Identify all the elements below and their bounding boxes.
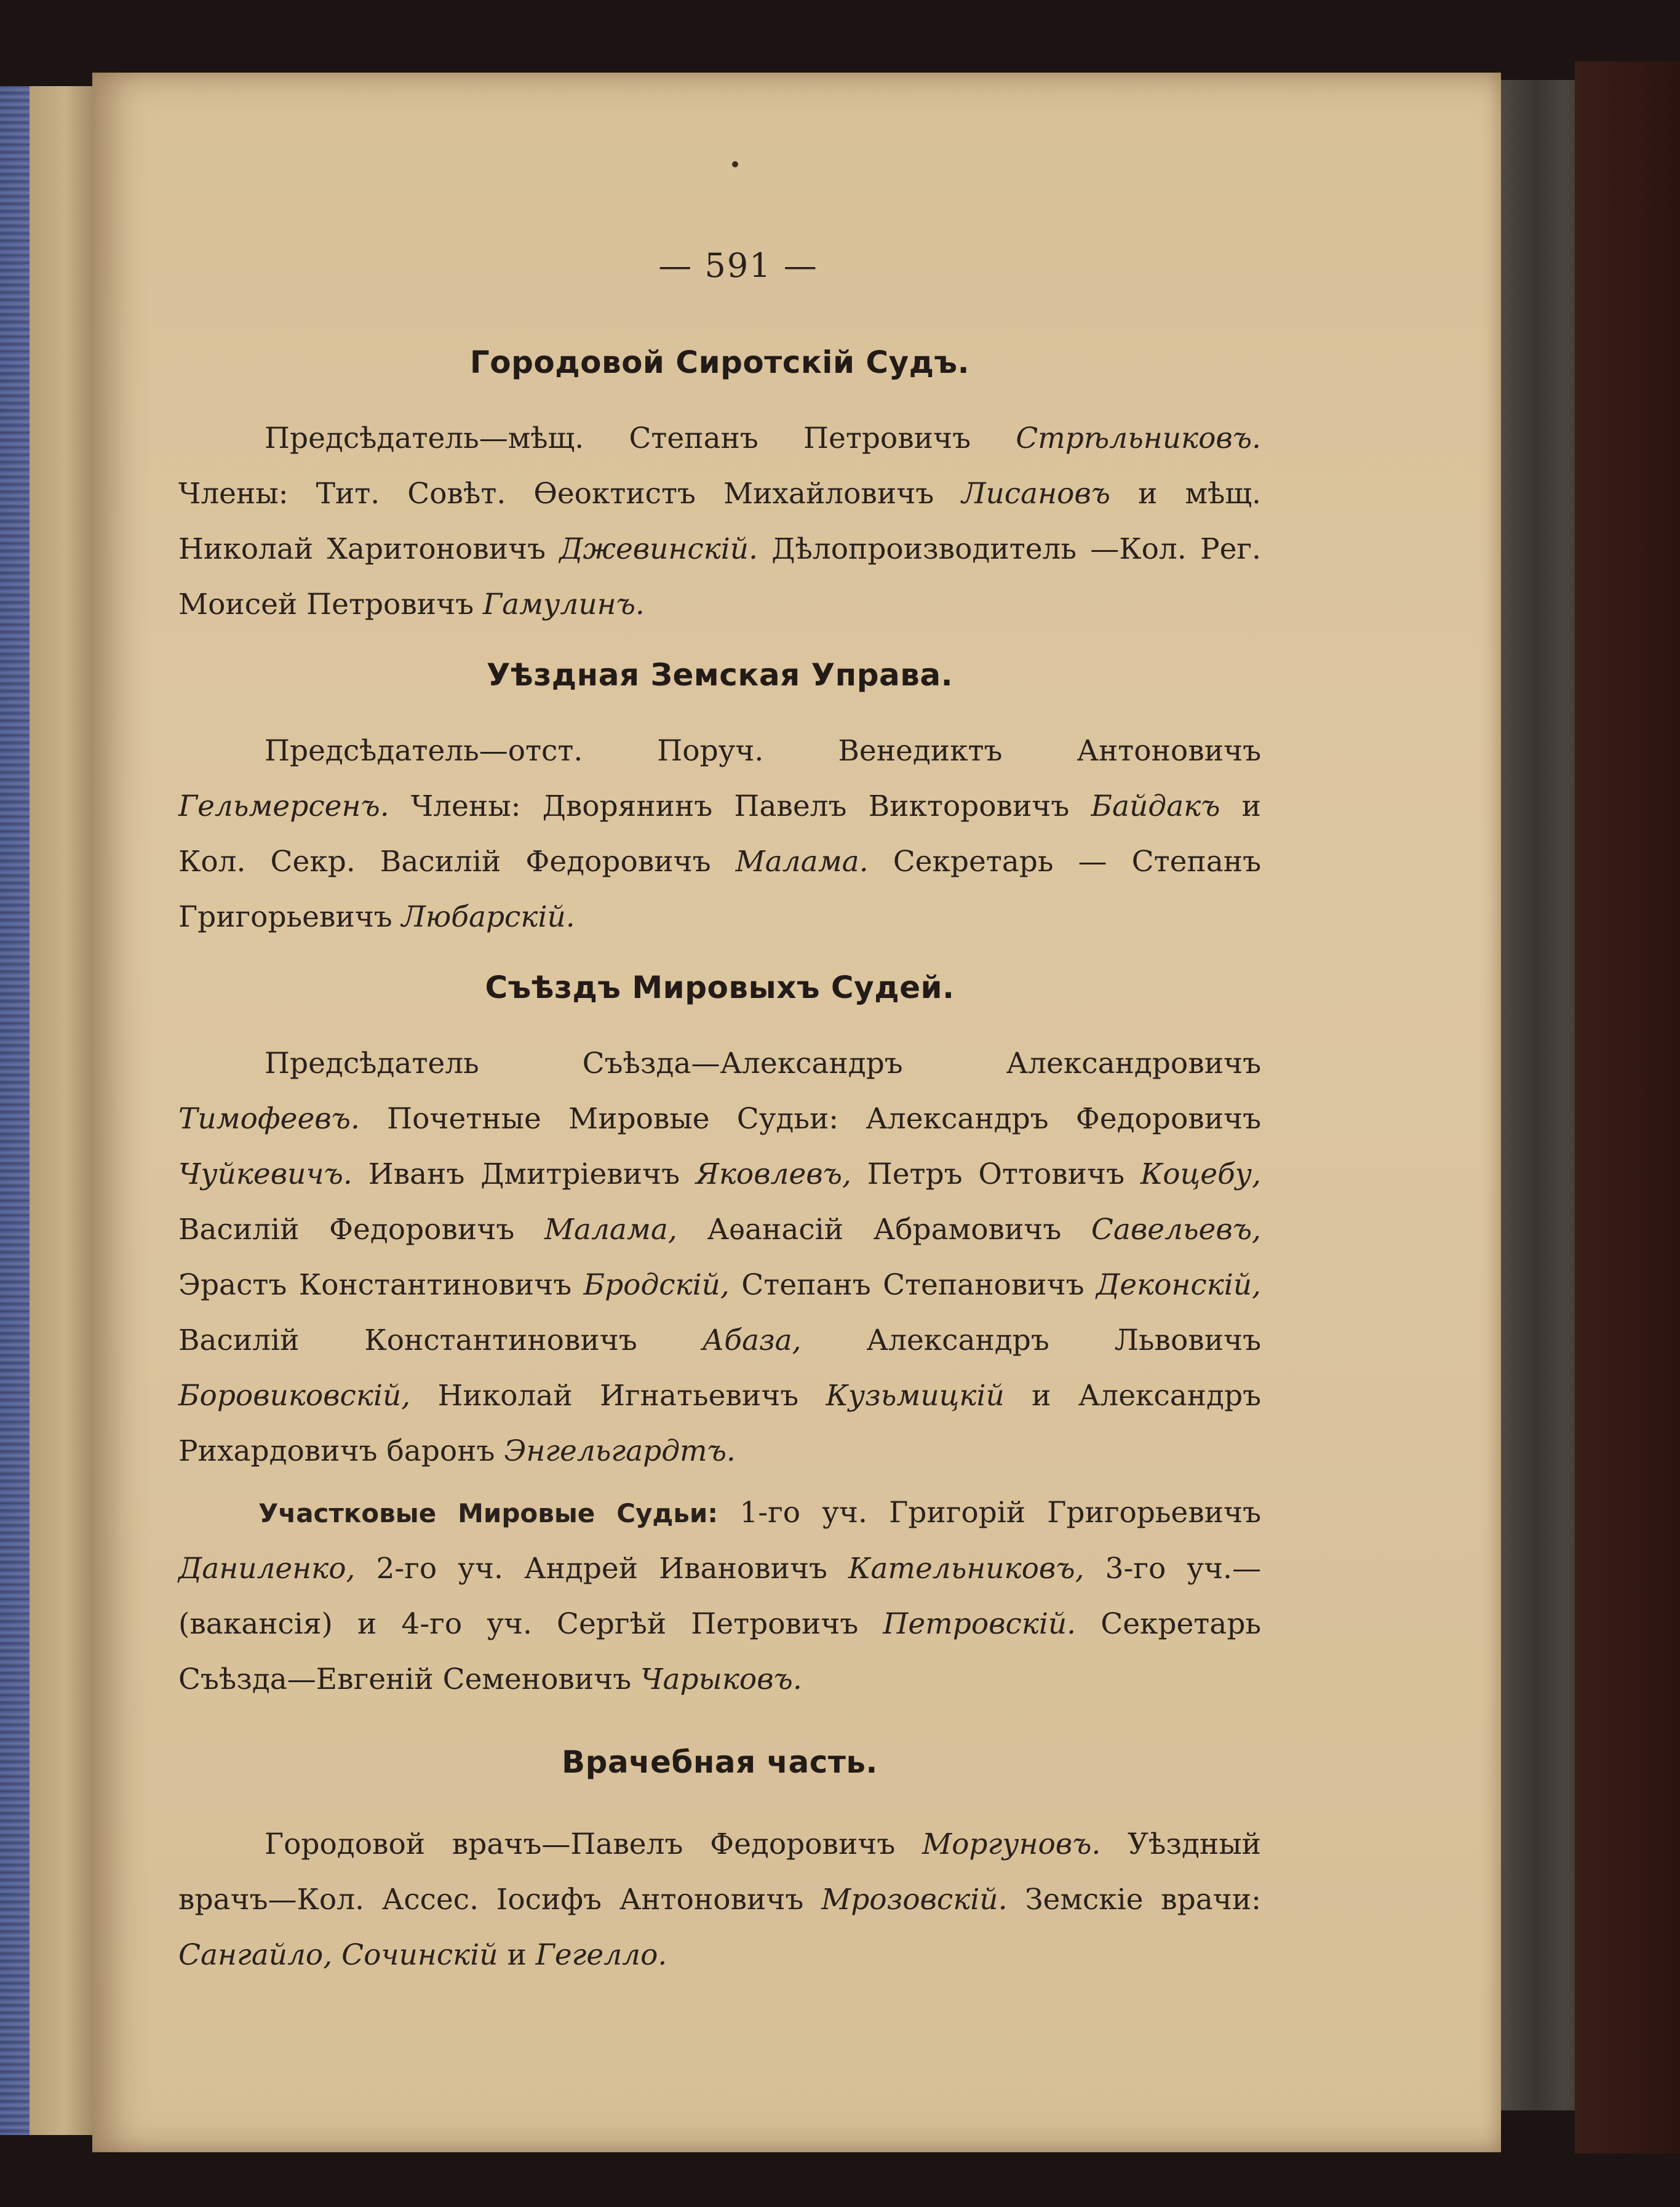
ink-spot xyxy=(732,161,738,167)
name-italic: Лисановъ xyxy=(961,477,1111,511)
section-heading-justices-congress: Съѣздъ Мировыхъ Судей. xyxy=(485,970,955,1005)
text: Василій Константиновичъ xyxy=(178,1323,703,1357)
name-italic: Бродскій, xyxy=(583,1268,730,1302)
paragraph-medical xyxy=(178,1817,1261,1983)
name-italic: Кузьмицкій xyxy=(826,1379,1005,1413)
name-italic: Гамулинъ. xyxy=(483,588,645,621)
text: Секретарь — Степанъ Григорьевичъ xyxy=(178,845,1261,934)
name-italic: Савельевъ, xyxy=(1091,1213,1261,1247)
paragraph-zemstvo-board xyxy=(178,724,1261,945)
text: Городовой врачъ—Павелъ Федоровичъ xyxy=(265,1827,922,1861)
page-content xyxy=(178,237,1261,1983)
name-italic: Любарскій. xyxy=(401,900,575,934)
name-italic: Деконскій, xyxy=(1096,1268,1261,1302)
text xyxy=(332,1938,341,1972)
text: Эрастъ Константиновичъ xyxy=(178,1268,584,1302)
text: Предсѣдатель—отст. Поруч. Венедиктъ Антоновичъ xyxy=(265,734,1261,768)
subheading-inline: Участковые Мировые Судьи: xyxy=(258,1498,719,1528)
paragraph-orphan-court xyxy=(178,411,1261,633)
text: и Кол. Секр. Василій Федоровичъ xyxy=(178,789,1262,879)
text: Дѣлопроизводитель —Кол. Рег. Моисей Петровичъ xyxy=(178,532,1261,621)
name-italic: Гегелло. xyxy=(535,1938,667,1972)
name-italic: Моргуновъ. xyxy=(922,1827,1101,1861)
name-italic: Петровскій. xyxy=(883,1607,1077,1641)
text: Николай Игнатьевичъ xyxy=(410,1379,826,1413)
name-italic: Энгельгардтъ. xyxy=(504,1434,736,1468)
name-italic: Яковлевъ, xyxy=(695,1157,851,1191)
name-italic: Малама. xyxy=(735,845,869,879)
name-italic: Чуйкевичъ. xyxy=(178,1157,352,1191)
name-italic: Чарыковъ. xyxy=(640,1662,802,1696)
text: Члены: Дворянинъ Павелъ Викторовичъ xyxy=(389,789,1091,823)
text: и мѣщ. Николай Харитоновичъ xyxy=(178,477,1261,566)
name-italic: Сочинскій xyxy=(341,1938,498,1972)
text: Земскіе врачи: xyxy=(1007,1883,1261,1917)
section-heading-zemstvo-board: Уѣздная Земская Управа. xyxy=(486,657,953,693)
text: Члены: Тит. Совѣт. Ѳеоктистъ Михайловичъ xyxy=(178,477,962,511)
name-italic: Кательниковъ, xyxy=(848,1552,1085,1586)
text: и Александръ Рихардовичъ баронъ xyxy=(178,1379,1261,1468)
text: и xyxy=(498,1938,536,1972)
text: Предсѣдатель Съѣзда—Александръ Александровичъ xyxy=(265,1047,1261,1080)
name-italic: Боровиковскій, xyxy=(178,1379,411,1413)
name-italic: Гельмерсенъ. xyxy=(178,789,389,823)
text: Василій Федоровичъ xyxy=(178,1213,544,1247)
name-italic: Байдакъ xyxy=(1091,789,1220,823)
name-italic: Стрѣльниковъ. xyxy=(1016,421,1261,455)
section-heading-orphan-court: Городовой Сиротскій Судъ. xyxy=(469,345,970,380)
text: 1-го уч. Григорій Григорьевичъ xyxy=(718,1496,1261,1530)
name-italic: Мрозовскій. xyxy=(821,1883,1008,1917)
text: Степанъ Степановичъ xyxy=(729,1268,1097,1302)
name-italic: Коцебу, xyxy=(1140,1157,1261,1191)
left-binding-edge xyxy=(0,86,30,2135)
page-number: — 591 — xyxy=(658,246,818,285)
name-italic: Даниленко, xyxy=(178,1552,356,1586)
section-heading-medical: Врачебная часть. xyxy=(562,1744,878,1780)
text: 2-го уч. Андрей Ивановичъ xyxy=(355,1552,849,1586)
text: Иванъ Дмитріевичъ xyxy=(352,1157,696,1191)
name-italic: Джевинскій. xyxy=(559,532,758,566)
paragraph-district-justices xyxy=(178,1485,1261,1707)
text: Александръ Львовичъ xyxy=(801,1323,1262,1357)
text: Петръ Оттовичъ xyxy=(851,1157,1141,1191)
text: Секретарь Съѣзда—Евгеній Семеновичъ xyxy=(178,1607,1261,1696)
text: Почетные Мировые Судьи: Александръ Федоровичъ xyxy=(359,1102,1261,1136)
book-cover xyxy=(1575,62,1680,2153)
name-italic: Малама, xyxy=(544,1213,677,1247)
name-italic: Сангайло, xyxy=(178,1938,333,1972)
text: Предсѣдатель—мѣщ. Степанъ Петровичъ xyxy=(265,421,1016,455)
text: Аѳанасій Абрамовичъ xyxy=(677,1213,1091,1247)
name-italic: Тимофеевъ. xyxy=(178,1102,360,1136)
name-italic: Абаза, xyxy=(702,1323,802,1357)
text: Уѣздный врачъ—Кол. Ассес. Іосифъ Антоновичъ xyxy=(178,1827,1261,1917)
text: 3-го уч.—(вакансія) и 4-го уч. Сергѣй Петровичъ xyxy=(178,1552,1261,1641)
paragraph-justices-congress xyxy=(178,1036,1261,1479)
